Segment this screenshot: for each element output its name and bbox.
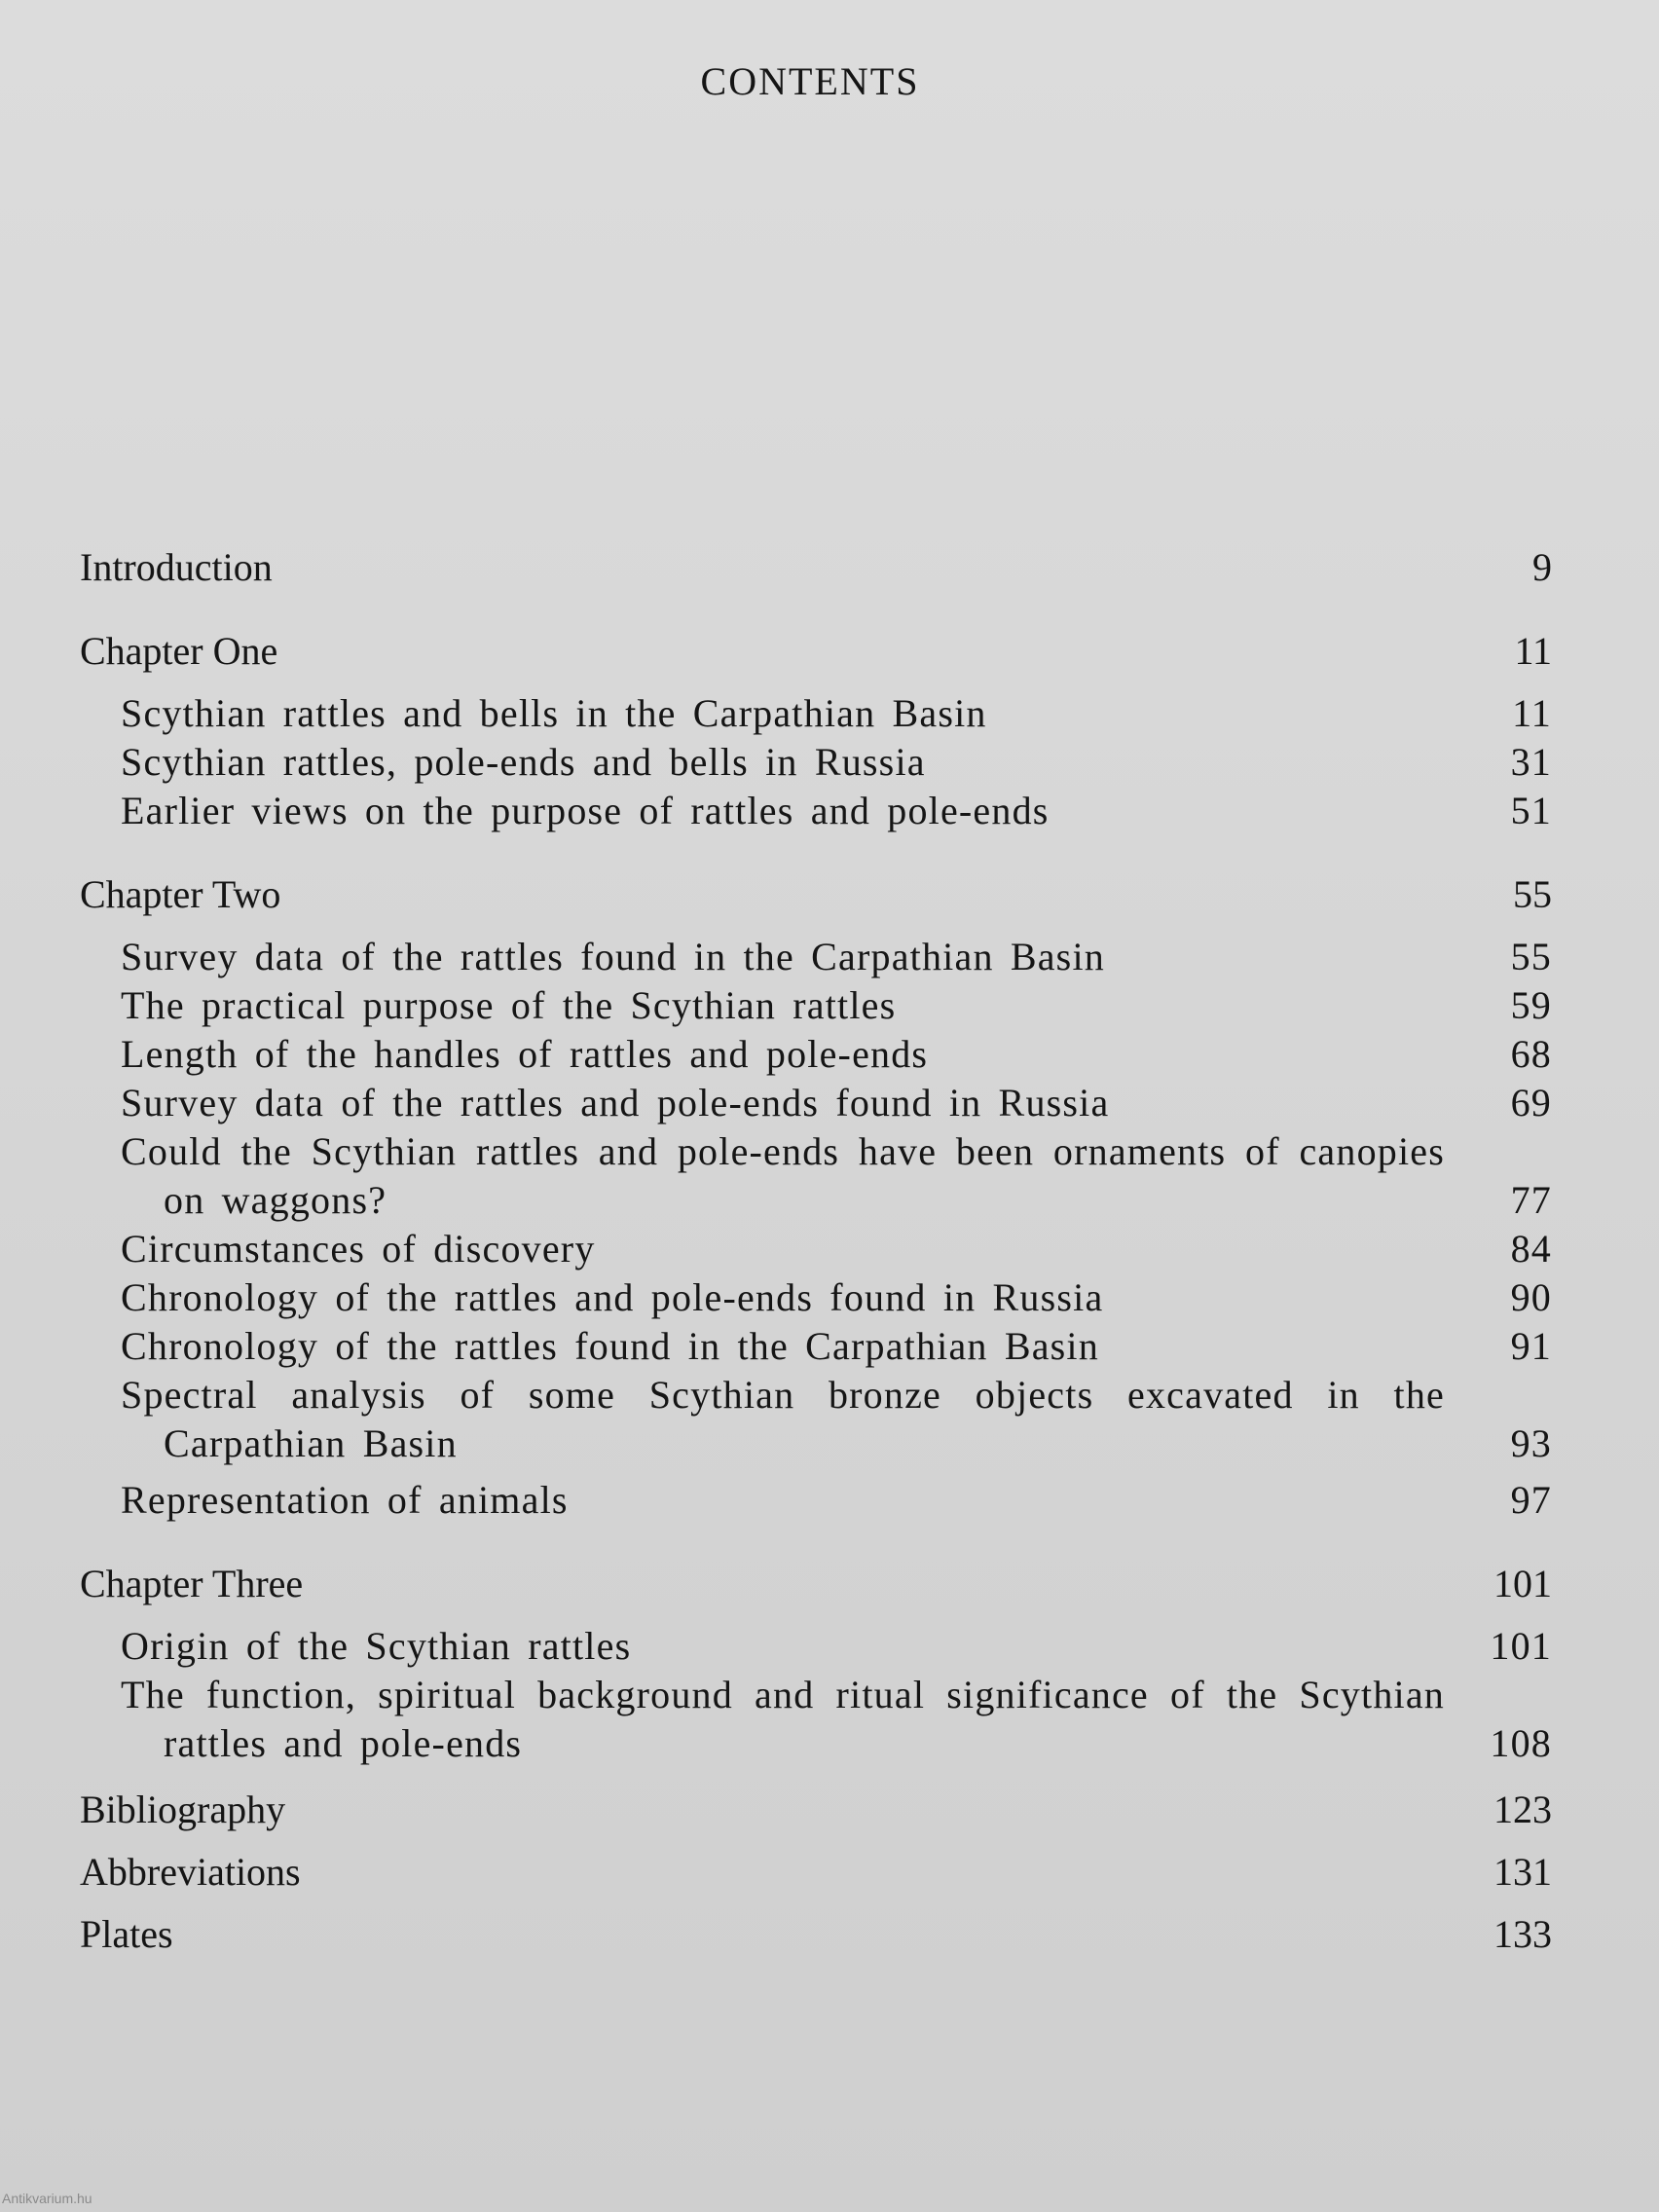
toc-entry-page: 55 [1510,935,1552,978]
toc-entry-title-line1: Spectral analysis of some Scythian bronze objects excavated in the [121,1373,1445,1417]
toc-subentry [80,1079,1552,1127]
toc-subentry [80,1225,1552,1273]
toc-entry-page: 9 [1532,545,1552,589]
toc-entry-page: 123 [1493,1788,1552,1831]
toc-subentry [80,1322,1552,1371]
toc-subentry [80,1127,1552,1225]
toc-entry-title: Chronology of the rattles and pole-ends found in Russia [121,1275,1104,1319]
toc-entry-title: Representation of animals [121,1478,569,1522]
toc-entry-title: Scythian rattles and bells in the Carpathian Basin [121,691,987,735]
watermark: Antikvarium.hu [2,2191,92,2206]
toc-entry-page: 68 [1510,1032,1552,1076]
toc-subentry [80,1030,1552,1079]
toc-entry-page: 131 [1493,1850,1552,1894]
toc-subentry [80,1671,1552,1768]
toc-subentry [80,689,1552,738]
toc-subentry [80,787,1552,835]
toc-entry-title: Earlier views on the purpose of rattles and pole-ends [121,789,1050,832]
toc-entry-page: 11 [1512,691,1552,735]
toc-subentry [80,933,1552,981]
toc-entry-abbreviations [80,1848,1552,1897]
toc-entry-title [121,1371,1474,1468]
toc-entry-title: Bibliography [80,1788,286,1831]
toc-entry-title-line2: rattles and pole-ends [164,1721,523,1765]
toc-entry-page: 55 [1513,872,1552,916]
toc-entry-title: Chapter One [80,629,278,673]
toc-entry-title: Introduction [80,545,273,589]
toc-entry-page: 101 [1493,1562,1552,1605]
table-of-contents [80,543,1552,1959]
toc-entry-title: Survey data of the rattles found in the Carpathian Basin [121,935,1105,978]
toc-entry-title: Plates [80,1912,173,1956]
toc-entry-page: 90 [1510,1275,1552,1319]
toc-entry-title: Chapter Three [80,1562,304,1605]
toc-entry-page: 77 [1510,1178,1552,1222]
toc-entry-title: The practical purpose of the Scythian rattles [121,983,897,1027]
toc-subentry [80,1476,1552,1525]
toc-entry-title-line1: Could the Scythian rattles and pole-ends have been ornaments of canopies [121,1129,1445,1173]
toc-entry-title: Scythian rattles, pole-ends and bells in Russia [121,740,926,784]
toc-entry-page: 133 [1493,1912,1552,1956]
toc-entry-title: Chapter Two [80,872,281,916]
toc-entry-title [121,1671,1474,1768]
toc-entry-title: Chronology of the rattles found in the Carpathian Basin [121,1324,1099,1368]
toc-entry-page: 108 [1490,1721,1552,1765]
toc-entry-title: Length of the handles of rattles and pole-ends [121,1032,929,1076]
toc-entry-page: 59 [1510,983,1552,1027]
toc-subentry [80,1273,1552,1322]
contents-heading: CONTENTS [700,59,920,103]
toc-entry-chapter-three [80,1560,1552,1608]
toc-entry-page: 51 [1510,789,1552,832]
toc-entry-title [121,1127,1474,1225]
toc-subentry [80,1371,1552,1468]
toc-entry-page: 11 [1514,629,1552,673]
toc-entry-chapter-one [80,627,1552,676]
toc-entry-title: Circumstances of discovery [121,1227,596,1271]
toc-entry-page: 97 [1510,1478,1552,1522]
toc-entry-page: 91 [1510,1324,1552,1368]
toc-entry-title-line2: on waggons? [164,1178,387,1222]
toc-entry-page: 69 [1510,1081,1552,1124]
toc-entry-page: 101 [1490,1624,1552,1668]
toc-entry-introduction [80,543,1552,592]
toc-entry-page: 84 [1510,1227,1552,1271]
toc-entry-title: Survey data of the rattles and pole-ends found in Russia [121,1081,1110,1124]
toc-subentry [80,738,1552,787]
toc-entry-title-line1: The function, spiritual background and ritual significance of the Scythian [121,1673,1445,1716]
toc-subentry [80,981,1552,1030]
toc-entry-title: Origin of the Scythian rattles [121,1624,632,1668]
toc-entry-plates [80,1910,1552,1959]
toc-entry-chapter-two [80,870,1552,919]
toc-entry-page: 93 [1510,1421,1552,1465]
toc-entry-title-line2: Carpathian Basin [164,1421,458,1465]
toc-entry-page: 31 [1510,740,1552,784]
toc-subentry [80,1622,1552,1671]
toc-entry-bibliography [80,1786,1552,1834]
toc-entry-title: Abbreviations [80,1850,301,1894]
